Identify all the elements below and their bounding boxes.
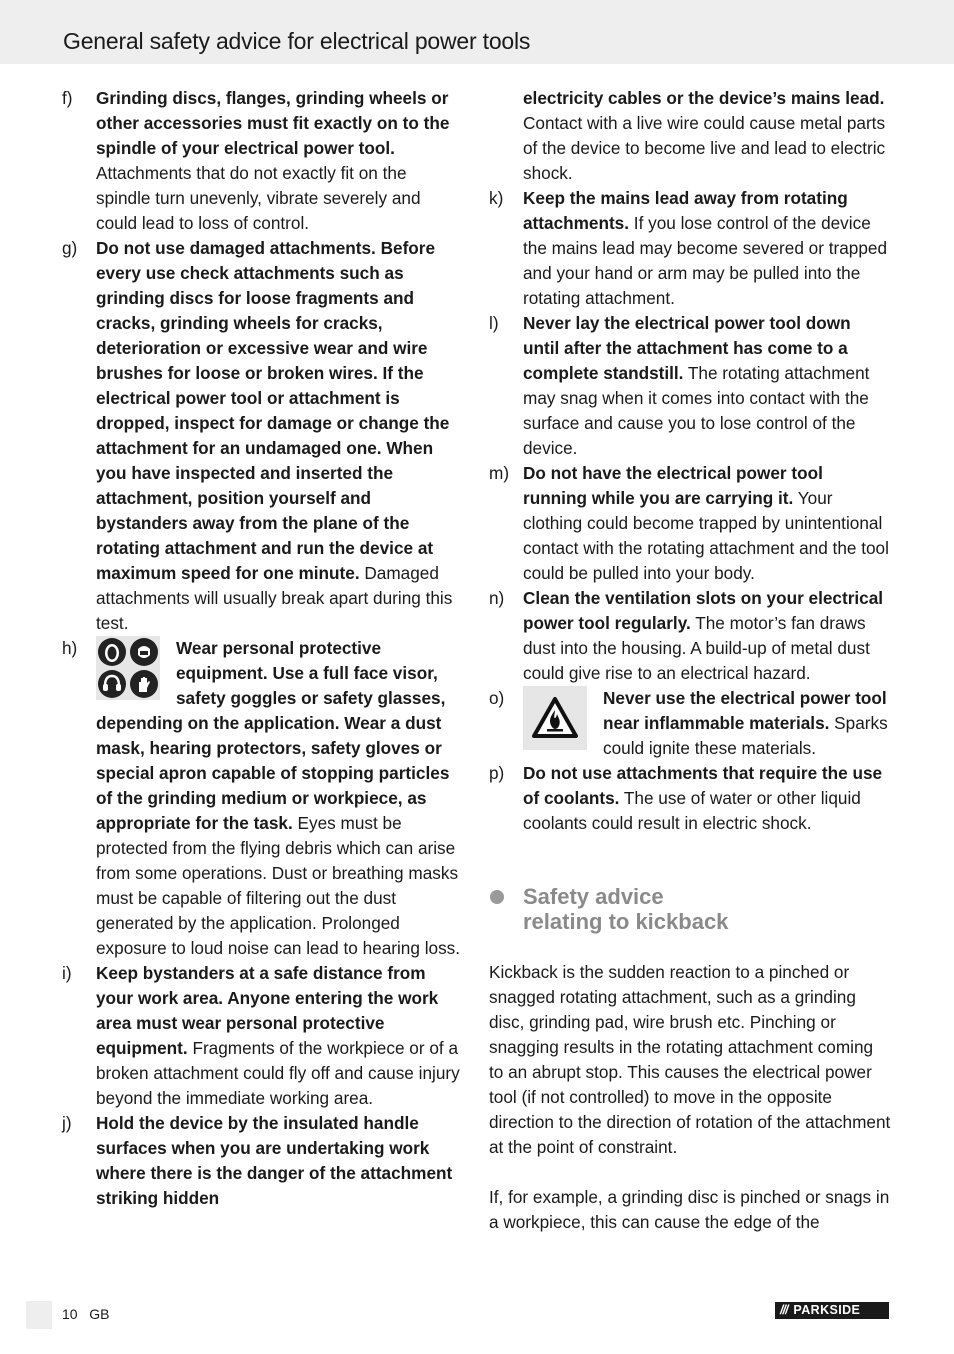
- item-heading: Keep the mains lead away from rotating attachments.: [523, 188, 848, 233]
- item-text: Damaged attachments will usually break apart during this test.: [96, 563, 453, 633]
- list-item-n: [489, 586, 891, 686]
- kickback-paragraph: If, for example, a grinding disc is pinched or snags in a workpiece, this can cause the edge of the: [489, 1187, 890, 1232]
- item-heading: Clean the ventilation slots on your electrical power tool regularly.: [523, 588, 884, 633]
- ear-protection-icon: [98, 670, 126, 698]
- item-heading: Do not use damaged attachments. Before every use check attachments such as grinding discs for loose fragments and cracks, grinding wheels for cracks, deterioration or excessive wear and wire brushes for loose or broken wires. If the electrical power tool or attachment is dropped, inspect for damage or change the attachment for an undamaged one. When you have inspected and inserted the attachment, position yourself and bystanders away from the plane of the rotating attachment and run the device at maximum speed for one minute.: [96, 238, 450, 583]
- item-heading: electricity cables or the device’s mains lead.: [523, 88, 885, 108]
- list-item-j-continued: [489, 86, 891, 186]
- page-number: 10: [62, 1306, 78, 1322]
- item-label: j): [62, 1113, 72, 1133]
- item-heading: Keep bystanders at a safe distance from your work area. Anyone entering the work area must wear personal protective equipment.: [96, 963, 439, 1058]
- item-text: Contact with a live wire could cause metal parts of the device to become live and lead to electric shock.: [523, 113, 886, 183]
- brand-mark: ///: [780, 1303, 788, 1317]
- list-item-l: [489, 311, 891, 461]
- item-label: g): [62, 238, 78, 258]
- item-label: h): [62, 638, 78, 658]
- item-text: The motor’s fan draws dust into the housing. A build-up of metal dust could give rise to an electrical hazard.: [523, 613, 870, 683]
- list-item-i: [62, 961, 464, 1111]
- dust-mask-icon: [130, 638, 158, 666]
- list-item-f: [62, 86, 464, 236]
- item-heading: Do not use attachments that require the use of coolants.: [523, 763, 883, 808]
- kickback-paragraph: Kickback is the sudden reaction to a pinched or snagged rotating attachment, such as a grinding disc, grinding pad, wire brush etc. Pinching or snagging results in the rotating attachment coming to an abrupt stop. This causes the electrical power tool (if not controlled) to move in the opposite direction to the direction of rotation of the attachment at the point of constraint.: [489, 962, 891, 1157]
- safety-gloves-icon: [130, 670, 158, 698]
- item-heading: Grinding discs, flanges, grinding wheels or other accessories must fit exactly on to the spindle of your electrical power tool.: [96, 88, 450, 158]
- face-visor-icon: [98, 638, 126, 666]
- item-label: i): [62, 963, 72, 983]
- item-label: f): [62, 88, 73, 108]
- footer-page-info: [62, 1306, 109, 1322]
- kickback-section-heading: [489, 884, 891, 934]
- right-column: [489, 86, 891, 1235]
- page-header: [0, 0, 954, 64]
- item-label: p): [489, 763, 505, 783]
- list-item-h: [62, 636, 464, 961]
- item-text: If you lose control of the device the mains lead may become severed or trapped and your hand or arm may be pulled into the rotating attachment.: [523, 213, 888, 308]
- item-heading: Do not have the electrical power tool running while you are carrying it.: [523, 463, 823, 508]
- brand-name: PARKSIDE: [793, 1303, 861, 1317]
- item-text: Eyes must be protected from the flying debris which can arise from some operations. Dust or breathing masks must be capable of filtering out the dust generated by the application. Prolonged exposure to loud noise can lead to hearing loss.: [96, 813, 461, 958]
- item-text: The rotating attachment may snag when it comes into contact with the surface and cause you to lose control of the device.: [523, 363, 870, 458]
- section-heading-line-1: Safety advice: [523, 884, 664, 909]
- item-heading: Wear personal protective equipment. Use a full face visor, safety goggles or safety glasses, depending on the application. Wear a dust mask, hearing protectors, safety gloves or special apron capable of stopping particles of the grinding medium or workpiece, as appropriate for the task.: [96, 638, 450, 833]
- item-text: Sparks could ignite these materials.: [603, 713, 888, 758]
- item-text: Fragments of the workpiece or of a broken attachment could fly off and cause injury beyond the immediate working area.: [96, 1038, 460, 1108]
- list-item-j: [62, 1111, 464, 1211]
- list-item-k: [489, 186, 891, 311]
- item-text: Your clothing could become trapped by unintentional contact with the rotating attachment and the tool could be pulled into your body.: [523, 488, 889, 583]
- item-heading: Never lay the electrical power tool down until after the attachment has come to a complete standstill.: [523, 313, 851, 383]
- item-label: k): [489, 188, 504, 208]
- item-heading: Hold the device by the insulated handle surfaces when you are undertaking work where there is the danger of the attachment striking hidden: [96, 1113, 453, 1208]
- list-item-m: [489, 461, 891, 586]
- item-text: Attachments that do not exactly fit on the spindle turn unevenly, vibrate severely and could lead to loss of control.: [96, 163, 421, 233]
- item-heading: Never use the electrical power tool near inflammable materials.: [603, 688, 887, 733]
- list-item-g: [62, 236, 464, 636]
- parkside-logo: [775, 1302, 889, 1319]
- ppe-icon-group: [96, 636, 160, 700]
- left-column: [62, 86, 464, 1211]
- flammable-warning-icon: [523, 686, 587, 750]
- item-label: l): [489, 313, 499, 333]
- item-text: The use of water or other liquid coolants could result in electric shock.: [523, 788, 861, 833]
- footer-tab: [26, 1301, 52, 1329]
- section-heading-line-2: relating to kickback: [523, 909, 729, 934]
- item-label: m): [489, 463, 510, 483]
- page-title: General safety advice for electrical power tools: [63, 28, 531, 54]
- item-label: o): [489, 688, 505, 708]
- item-label: n): [489, 588, 505, 608]
- list-item-o: [489, 686, 891, 761]
- language-code: GB: [89, 1306, 110, 1322]
- list-item-p: [489, 761, 891, 836]
- bullet-icon: [490, 890, 504, 904]
